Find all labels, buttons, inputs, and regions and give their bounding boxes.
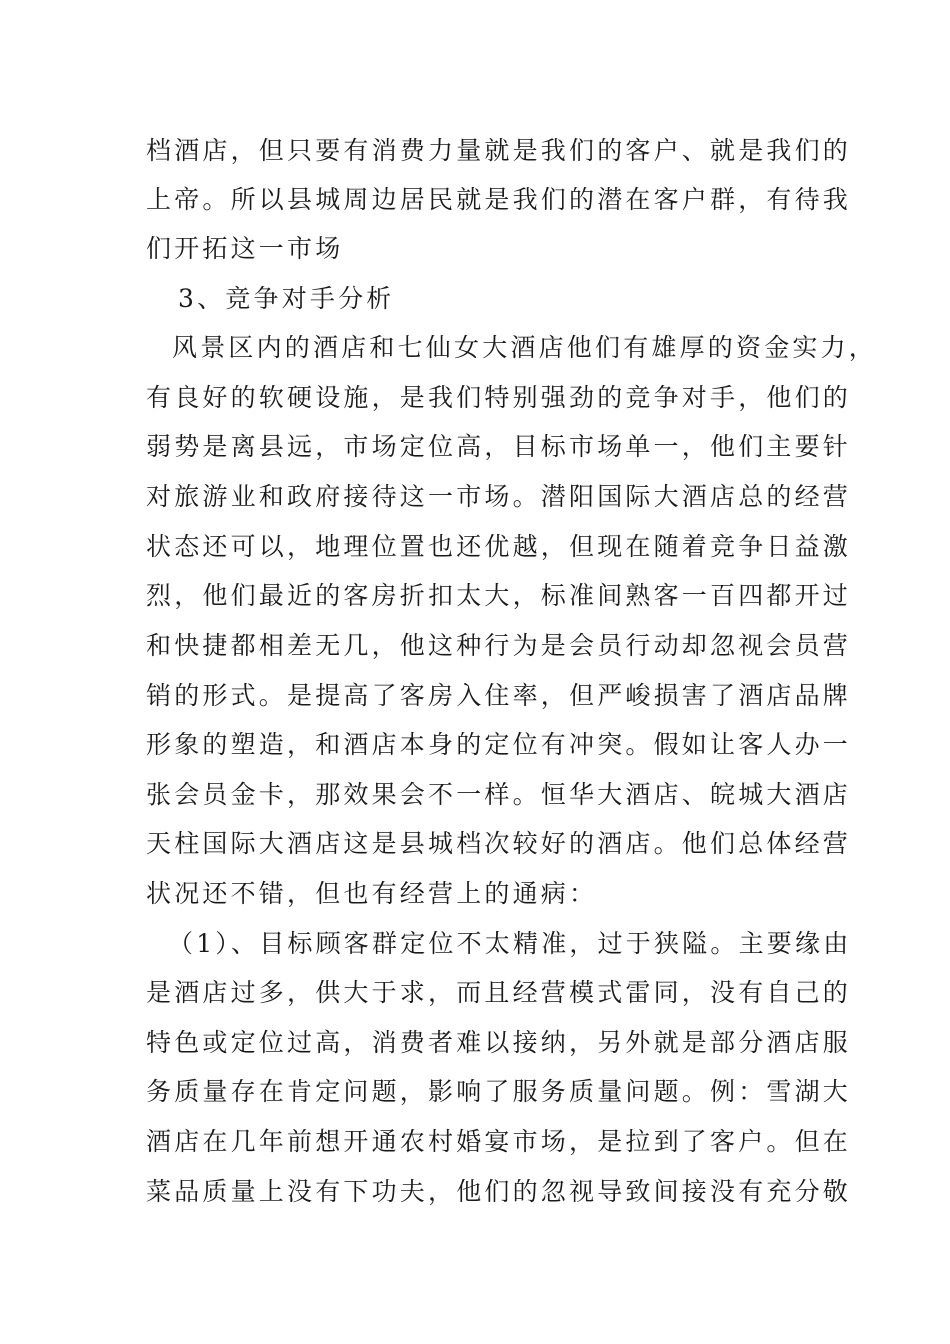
text-line-14: 张会员金卡，那效果会不一样。恒华大酒店、皖城大酒店 xyxy=(146,780,852,809)
text-line-18: 是酒店过多，供大于求，而且经营模式雷同，没有自己的 xyxy=(146,978,852,1007)
text-line-22: 菜品质量上没有下功夫，他们的忽视导致间接没有充分敬 xyxy=(146,1177,852,1206)
text-line-15: 天柱国际大酒店这是县城档次较好的酒店。他们总体经营 xyxy=(146,829,852,858)
text-line-7: 弱势是离县远，市场定位高，目标市场单一，他们主要针 xyxy=(146,432,852,461)
text-line-2: 上帝。所以县城周边居民就是我们的潜在客户群，有待我 xyxy=(146,185,852,214)
text-line-20: 务质量存在肯定问题，影响了服务质量问题。例：雪湖大 xyxy=(146,1077,852,1106)
text-line-9: 状态还可以，地理位置也还优越，但现在随着竞争日益激 xyxy=(146,532,852,561)
text-line-13: 形象的塑造，和酒店本身的定位有冲突。假如让客人办一 xyxy=(146,730,852,759)
text-line-21: 酒店在几年前想开通农村婚宴市场，是拉到了客户。但在 xyxy=(146,1127,852,1156)
text-line-3: 们开拓这一市场 xyxy=(146,234,344,263)
text-line-6: 有良好的软硬设施，是我们特别强劲的竞争对手，他们的 xyxy=(146,383,852,412)
text-line-1: 档酒店，但只要有消费力量就是我们的客户、就是我们的 xyxy=(146,136,852,165)
text-line-19: 特色或定位过高，消费者难以接纳，另外就是部分酒店服 xyxy=(146,1028,852,1057)
text-line-5: 风景区内的酒店和七仙女大酒店他们有雄厚的资金实力， xyxy=(172,333,878,362)
text-line-10: 烈，他们最近的客房折扣太大，标准间熟客一百四都开过 xyxy=(146,581,852,610)
section-heading: 3、竞争对手分析 xyxy=(178,284,395,313)
text-line-16: 状况还不错，但也有经营上的通病： xyxy=(146,879,598,908)
text-line-12: 销的形式。是提高了客房入住率，但严峻损害了酒店品牌 xyxy=(146,681,852,710)
text-line-11: 和快捷都相差无几，他这种行为是会员行动却忽视会员营 xyxy=(146,631,852,660)
text-line-8: 对旅游业和政府接待这一市场。潜阳国际大酒店总的经营 xyxy=(146,482,852,511)
text-line-17: （1）、目标顾客群定位不太精准，过于狭隘。主要缘由 xyxy=(168,929,852,958)
